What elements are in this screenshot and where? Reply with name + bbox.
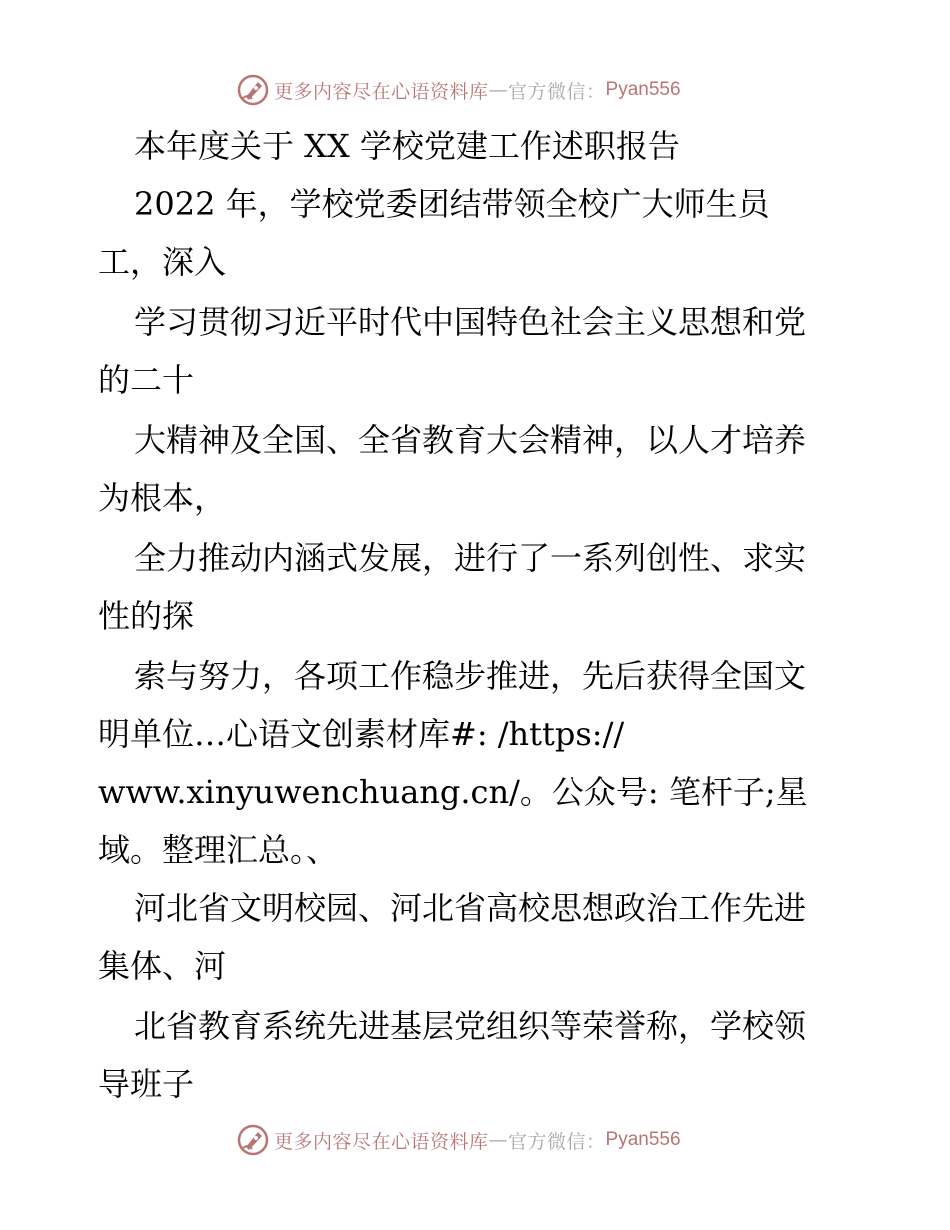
paragraph-line: 为根本， <box>98 479 227 517</box>
paragraph-line: 导班子 <box>98 1065 195 1103</box>
watermark-text: 更多内容尽在心语资料库 <box>274 1130 489 1153</box>
pen-nib-logo-icon <box>236 73 270 107</box>
paragraph-line: 索与努力，各项工作稳步推进，先后获得全国文 <box>134 657 807 695</box>
watermark-wechat-label: 官方微信： <box>508 1130 606 1153</box>
paragraph-line: 全力推动内涵式发展，进行了一系列创性、求实 <box>134 539 807 577</box>
watermark-banner-bottom <box>236 1122 681 1158</box>
paragraph-line: 明单位…心语文创素材库#: /https:// <box>98 715 625 753</box>
paragraph-line: 工，深入 <box>98 243 227 281</box>
paragraph-line: 性的探 <box>98 597 195 635</box>
paragraph-line: 河北省文明校园、河北省高校思想政治工作先进 <box>134 889 807 927</box>
paragraph-line: 北省教育系统先进基层党组织等荣誉称，学校领 <box>134 1007 807 1045</box>
watermark-separator: — <box>488 1129 509 1151</box>
watermark-wechat-label: 官方微信： <box>508 80 606 103</box>
paragraph-line: 学习贯彻习近平时代中国特色社会主义思想和党 <box>134 303 807 341</box>
document-title: 本年度关于 XX 学校党建工作述职报告 <box>134 127 680 165</box>
paragraph-line: 2022 年，学校党委团结带领全校广大师生员 <box>134 185 770 223</box>
watermark-wechat-id: Pyan556 <box>605 1129 681 1150</box>
paragraph-line: 集体、河 <box>98 947 227 985</box>
watermark-text: 更多内容尽在心语资料库 <box>274 80 489 103</box>
paragraph-line: www.xinyuwenchuang.cn/。公众号: 笔杆子;星 <box>98 773 808 811</box>
watermark-wechat-id: Pyan556 <box>605 79 681 100</box>
paragraph-line: 域。整理汇总。、 <box>98 831 339 869</box>
watermark-separator: — <box>488 79 509 101</box>
pen-nib-logo-icon <box>236 1123 270 1157</box>
paragraph-line: 的二十 <box>98 361 195 399</box>
paragraph-line: 大精神及全国、全省教育大会精神，以人才培养 <box>134 421 807 459</box>
watermark-banner-top <box>236 72 681 108</box>
